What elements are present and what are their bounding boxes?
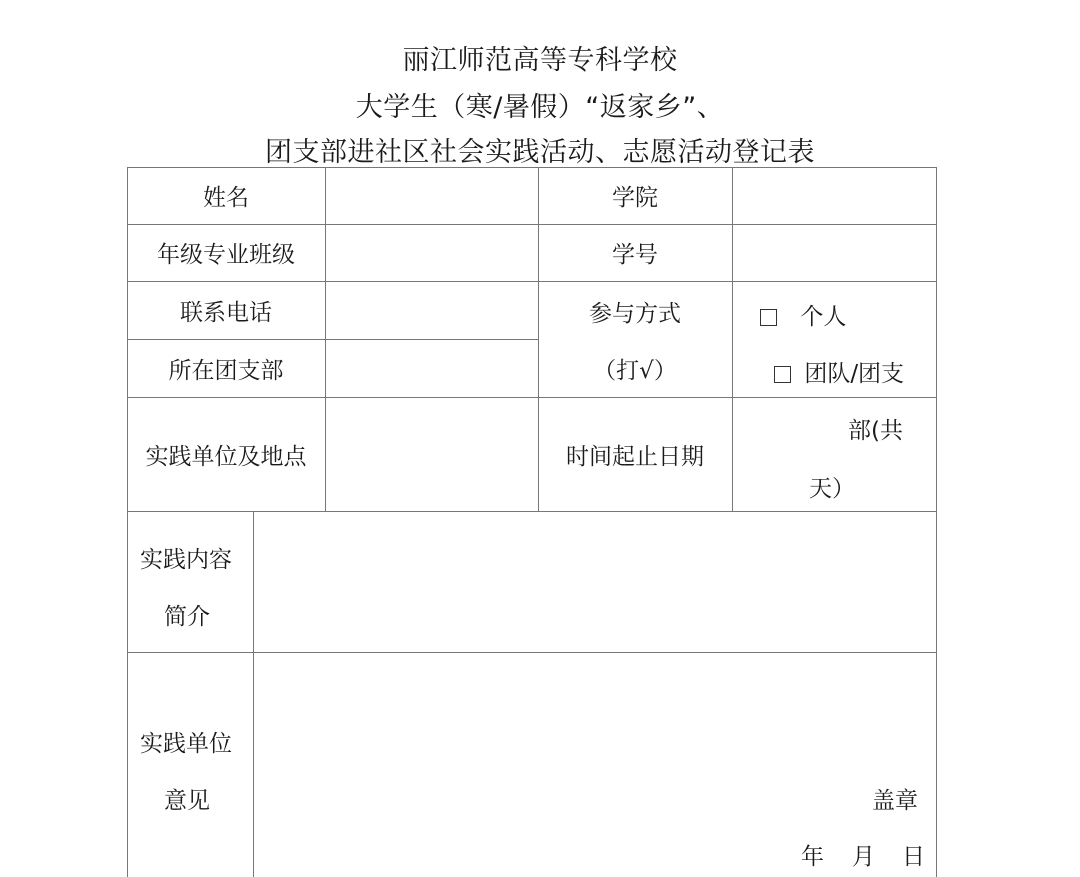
opinion-label-line1: 实践单位: [140, 731, 232, 757]
table-border-right: [936, 167, 937, 877]
content-field[interactable]: [254, 512, 936, 652]
unit-location-label: 实践单位及地点: [145, 443, 307, 470]
option-team[interactable]: [774, 355, 904, 388]
phone-label: 联系电话: [180, 299, 272, 326]
content-label-line2: 简介: [164, 604, 210, 630]
branch-field[interactable]: [326, 340, 538, 397]
date-label: 时间起止日期: [566, 443, 704, 470]
option-individual-label: 个人: [800, 304, 847, 330]
college-field[interactable]: [733, 168, 936, 224]
days-text-part2: 天）: [809, 476, 855, 502]
option-team-label: 团队/团支: [804, 361, 905, 387]
opinion-label-line2: 意见: [164, 788, 210, 814]
month-label: 月: [852, 844, 875, 870]
participation-hint: （打√）: [593, 357, 677, 384]
form-title-line3: 团支部进社区社会实践活动、志愿活动登记表: [265, 137, 815, 168]
day-label: 日: [902, 844, 925, 870]
branch-label: 所在团支部: [168, 357, 284, 384]
college-label: 学院: [612, 185, 658, 211]
unit-location-field[interactable]: [326, 398, 538, 511]
days-text-part1: 部(共: [848, 418, 903, 444]
name-field[interactable]: [326, 168, 538, 224]
seal-label: 盖章: [872, 788, 918, 814]
phone-field[interactable]: [326, 282, 538, 339]
form-title-line2: 大学生（寒/暑假）“返家乡”、: [355, 92, 725, 123]
opinion-field[interactable]: [254, 653, 936, 877]
grade-major-field[interactable]: [326, 225, 538, 281]
student-id-label: 学号: [612, 242, 658, 268]
option-individual[interactable]: [760, 298, 846, 331]
form-title-school: 丽江师范高等专科学校: [402, 45, 678, 76]
checkbox-icon[interactable]: [774, 366, 791, 383]
participation-label: 参与方式: [589, 301, 681, 327]
checkbox-icon[interactable]: [760, 309, 777, 326]
name-label: 姓名: [203, 185, 249, 211]
year-label: 年: [801, 844, 824, 870]
grade-major-label: 年级专业班级: [157, 242, 295, 268]
content-label-line1: 实践内容: [140, 547, 232, 573]
student-id-field[interactable]: [733, 225, 936, 281]
